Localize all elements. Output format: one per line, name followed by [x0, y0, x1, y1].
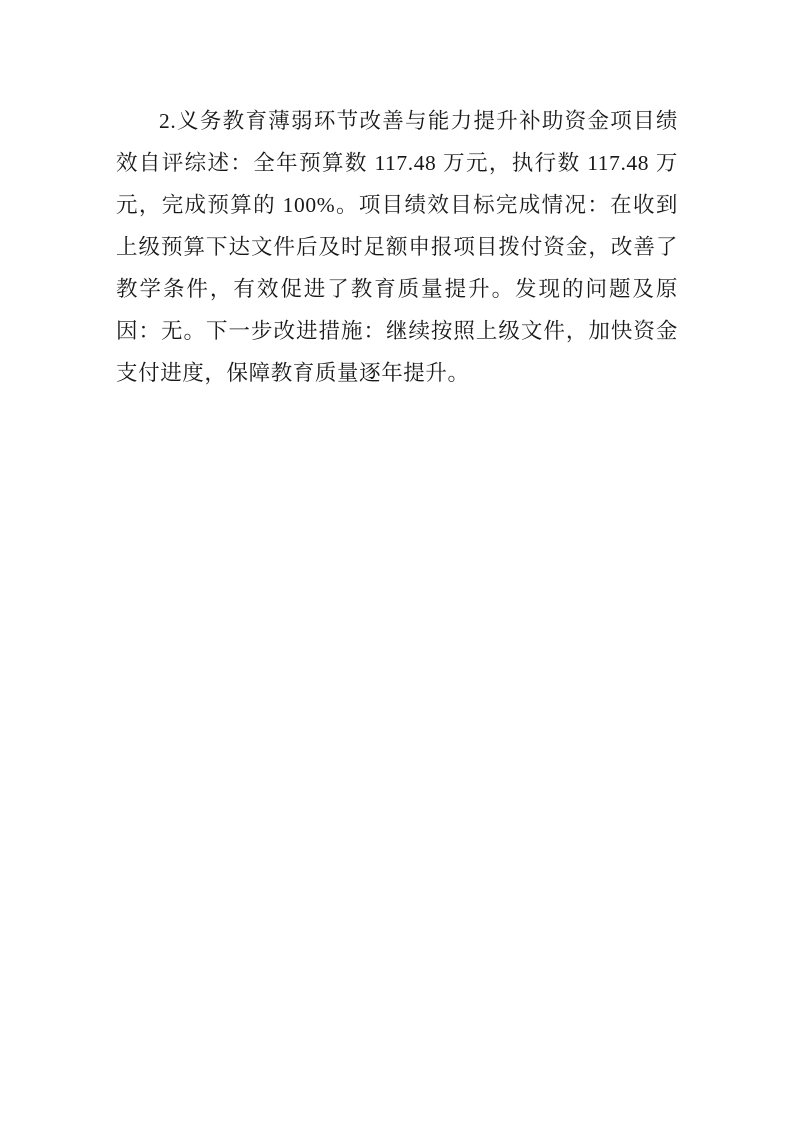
paragraph-performance-self-evaluation: 2.义务教育薄弱环节改善与能力提升补助资金项目绩效自评综述：全年预算数 117.48 万元，执行数 117.48 万元，完成预算的 100%。项目绩效目标完成情况：在收到上级预算下达文件后及时足额申报项目拨付资金，改善了教学条件，有效促进了教育质量提升。发现的问题及原因：无。下一步改进措施：继续按照上级文件，加快资金支付进度，保障教育质量逐年提升。: [116, 109, 678, 385]
document-body: [116, 100, 678, 394]
